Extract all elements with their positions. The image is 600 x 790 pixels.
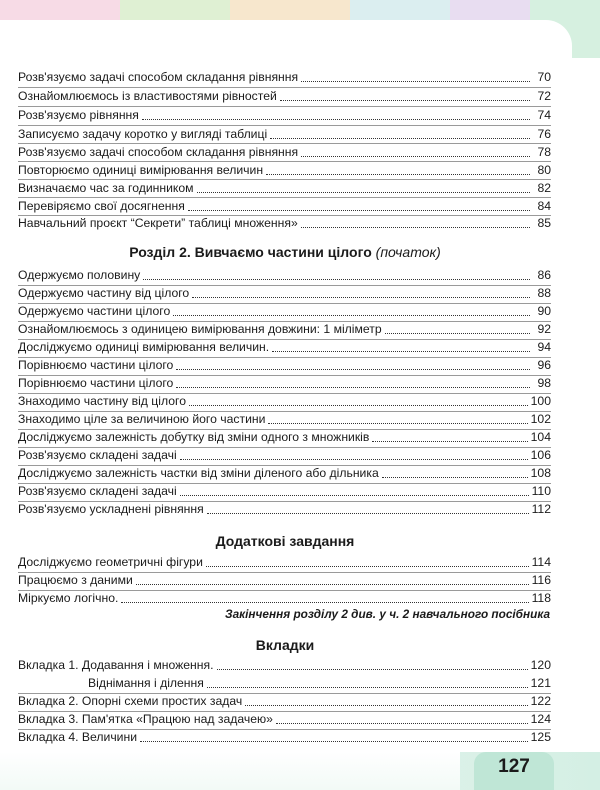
toc-entry-title: Знаходимо ціле за величиною його частини — [18, 412, 266, 426]
toc-entry-title: Розв'язуємо задачі способом складання рівняння — [18, 145, 299, 159]
leader-dots — [121, 601, 528, 603]
section-heading-tail: (початок) — [375, 244, 441, 260]
toc-entry-page: 110 — [531, 484, 551, 498]
toc-entry-page: 74 — [537, 108, 551, 122]
section-heading — [0, 243, 570, 261]
leader-dots — [180, 458, 528, 460]
toc-entry-page: 76 — [537, 127, 551, 141]
toc-entry[interactable] — [18, 161, 551, 179]
toc-entry[interactable] — [18, 482, 551, 500]
toc-entry[interactable] — [18, 197, 551, 215]
toc-entry-title: Порівнюємо частини цілого — [18, 376, 174, 390]
toc-entry-title: Розв'язуємо складені задачі — [18, 484, 177, 498]
toc-entry-page: 92 — [537, 322, 551, 336]
toc-entry-page: 104 — [530, 430, 551, 444]
toc-entry[interactable] — [18, 320, 551, 338]
leader-dots — [385, 332, 530, 334]
toc-entry-page: 85 — [537, 216, 551, 230]
toc-entry[interactable] — [18, 266, 551, 284]
leader-dots — [301, 80, 530, 82]
toc-entry-page: 98 — [537, 376, 551, 390]
leader-dots — [176, 368, 530, 370]
page-number: 127 — [498, 756, 530, 777]
toc-entry-page: 90 — [537, 304, 551, 318]
toc-entry[interactable] — [18, 125, 551, 143]
leader-dots — [189, 404, 528, 406]
toc-entry[interactable] — [18, 87, 551, 105]
toc-entry-page: 72 — [537, 89, 551, 103]
toc-entry[interactable] — [18, 410, 551, 428]
section-heading-text: Розділ 2. Вивчаємо частини цілого — [129, 244, 372, 260]
toc-entry[interactable] — [18, 675, 551, 692]
toc-entry-page: 122 — [530, 694, 551, 708]
leader-dots — [301, 155, 530, 157]
toc-entry-title: Вкладка 1. Додавання і множення. — [18, 658, 214, 672]
toc-entry-title: Працюємо з даними — [18, 573, 133, 587]
leader-dots — [217, 668, 528, 670]
toc-entry[interactable] — [18, 143, 551, 161]
toc-entry[interactable] — [18, 302, 551, 320]
leader-dots — [176, 386, 530, 388]
toc-entry[interactable] — [18, 68, 551, 86]
toc-entry-title: Записуємо задачу коротко у вигляді таблиці — [18, 127, 268, 141]
toc-entry[interactable] — [18, 464, 551, 482]
toc-entry-title: Розв'язуємо задачі способом складання рівняння — [18, 70, 299, 84]
toc-entry[interactable] — [18, 284, 551, 302]
leader-dots — [206, 565, 529, 567]
toc-entry-title: Ознайомлюємось із властивостями рівностей — [18, 89, 277, 103]
toc-entry-title: Навчальний проєкт “Секрети” таблиці множення» — [18, 216, 298, 230]
toc-entry-page: 120 — [530, 658, 551, 672]
toc-entry[interactable] — [18, 657, 551, 674]
toc-entry-page: 84 — [537, 199, 551, 213]
leader-dots — [301, 226, 530, 228]
toc-entry-page: 124 — [530, 712, 551, 726]
leader-dots — [140, 740, 528, 742]
leader-dots — [173, 314, 530, 316]
leader-dots — [270, 137, 530, 139]
toc-entry-title: Визначаємо час за годинником — [18, 181, 194, 195]
leader-dots — [188, 209, 530, 211]
toc-entry-title: Знаходимо частину від цілого — [18, 394, 186, 408]
toc-entry-title: Вкладка 3. Пам'ятка «Працюю над задачею» — [18, 712, 273, 726]
toc-entry-page: 108 — [530, 466, 551, 480]
toc-entry-page: 114 — [531, 555, 551, 569]
toc-entry[interactable] — [18, 392, 551, 410]
leader-dots — [266, 173, 530, 175]
toc-entry[interactable] — [18, 446, 551, 464]
leader-dots — [276, 722, 528, 724]
toc-entry-title: Досліджуємо залежність добутку від зміни одного з множників — [18, 430, 370, 444]
toc-entry[interactable] — [18, 500, 551, 518]
toc-entry-page: 94 — [537, 340, 551, 354]
toc-entry[interactable] — [18, 589, 551, 607]
toc-entry[interactable] — [18, 693, 551, 710]
toc-entry-page: 70 — [537, 70, 551, 84]
continuation-note: Закінчення розділу 2 див. у ч. 2 навчального посібника — [225, 607, 550, 621]
toc-entry-page: 102 — [530, 412, 551, 426]
toc-entry[interactable] — [18, 179, 551, 197]
leader-dots — [142, 118, 530, 120]
toc-entry[interactable] — [18, 374, 551, 392]
leader-dots — [197, 191, 530, 193]
leader-dots — [207, 686, 528, 688]
leader-dots — [192, 296, 530, 298]
bottom-fade — [0, 752, 460, 790]
toc-entry-title: Розв'язуємо рівняння — [18, 108, 139, 122]
leader-dots — [245, 704, 527, 706]
toc-entry[interactable] — [18, 356, 551, 374]
toc-entry-page: 121 — [530, 676, 551, 690]
toc-entry-page: 118 — [531, 591, 551, 605]
toc-entry-title: Вкладка 4. Величини — [18, 730, 138, 744]
toc-entry[interactable] — [18, 428, 551, 446]
toc-entry[interactable] — [18, 571, 551, 589]
toc-entry-page: 80 — [537, 163, 551, 177]
toc-entry[interactable] — [18, 338, 551, 356]
toc-entry-page: 86 — [537, 268, 551, 282]
toc-entry-title: Міркуємо логічно. — [18, 591, 119, 605]
toc-entry-title: Вкладка 2. Опорні схеми простих задач — [18, 694, 243, 708]
leader-dots — [372, 440, 527, 442]
toc-entry-title: Розв'язуємо ускладнені рівняння — [18, 502, 204, 516]
toc-entry-title: Порівнюємо частини цілого — [18, 358, 174, 372]
leader-dots — [382, 476, 528, 478]
toc-entry-title: Досліджуємо одиниці вимірювання величин. — [18, 340, 270, 354]
toc-entry-page: 100 — [530, 394, 551, 408]
toc-entry[interactable] — [18, 214, 551, 232]
toc-entry-title: Досліджуємо геометричні фігури — [18, 555, 203, 569]
toc-entry-title: Перевіряємо свої досягнення — [18, 199, 185, 213]
toc-entry-title: Розв'язуємо складені задачі — [18, 448, 177, 462]
toc-entry-page: 88 — [537, 286, 551, 300]
toc-entry-page: 78 — [537, 145, 551, 159]
toc-entry-title: Одержуємо половину — [18, 268, 141, 282]
toc-entry[interactable] — [18, 729, 551, 746]
leader-dots — [268, 422, 527, 424]
toc-entry-page: 112 — [531, 502, 551, 516]
toc-entry-title: Ознайомлюємось з одиницею вимірювання довжини: 1 міліметр — [18, 322, 382, 336]
leader-dots — [272, 350, 530, 352]
leader-dots — [280, 99, 530, 101]
toc-entry-title: Одержуємо частину від цілого — [18, 286, 190, 300]
toc-entry[interactable] — [18, 553, 551, 571]
toc-entry-title: Одержуємо частини цілого — [18, 304, 171, 318]
leader-dots — [207, 512, 529, 514]
section-heading: Додаткові завдання — [215, 533, 355, 549]
toc-entry-page: 125 — [530, 730, 551, 744]
toc-entry-title: Повторюємо одиниці вимірювання величин — [18, 163, 264, 177]
section-heading: Вкладки — [255, 637, 315, 653]
toc-entry-page: 116 — [531, 573, 551, 587]
leader-dots — [180, 494, 529, 496]
toc-entry-page: 106 — [530, 448, 551, 462]
leader-dots — [143, 278, 530, 280]
leader-dots — [136, 583, 529, 585]
toc-entry[interactable] — [18, 106, 551, 124]
toc-entry-page: 96 — [537, 358, 551, 372]
toc-entry-title: Віднімання і ділення — [88, 676, 204, 690]
toc-entry[interactable] — [18, 711, 551, 728]
toc-entry-page: 82 — [537, 181, 551, 195]
toc-entry-title: Досліджуємо залежність частки від зміни діленого або дільника — [18, 466, 379, 480]
